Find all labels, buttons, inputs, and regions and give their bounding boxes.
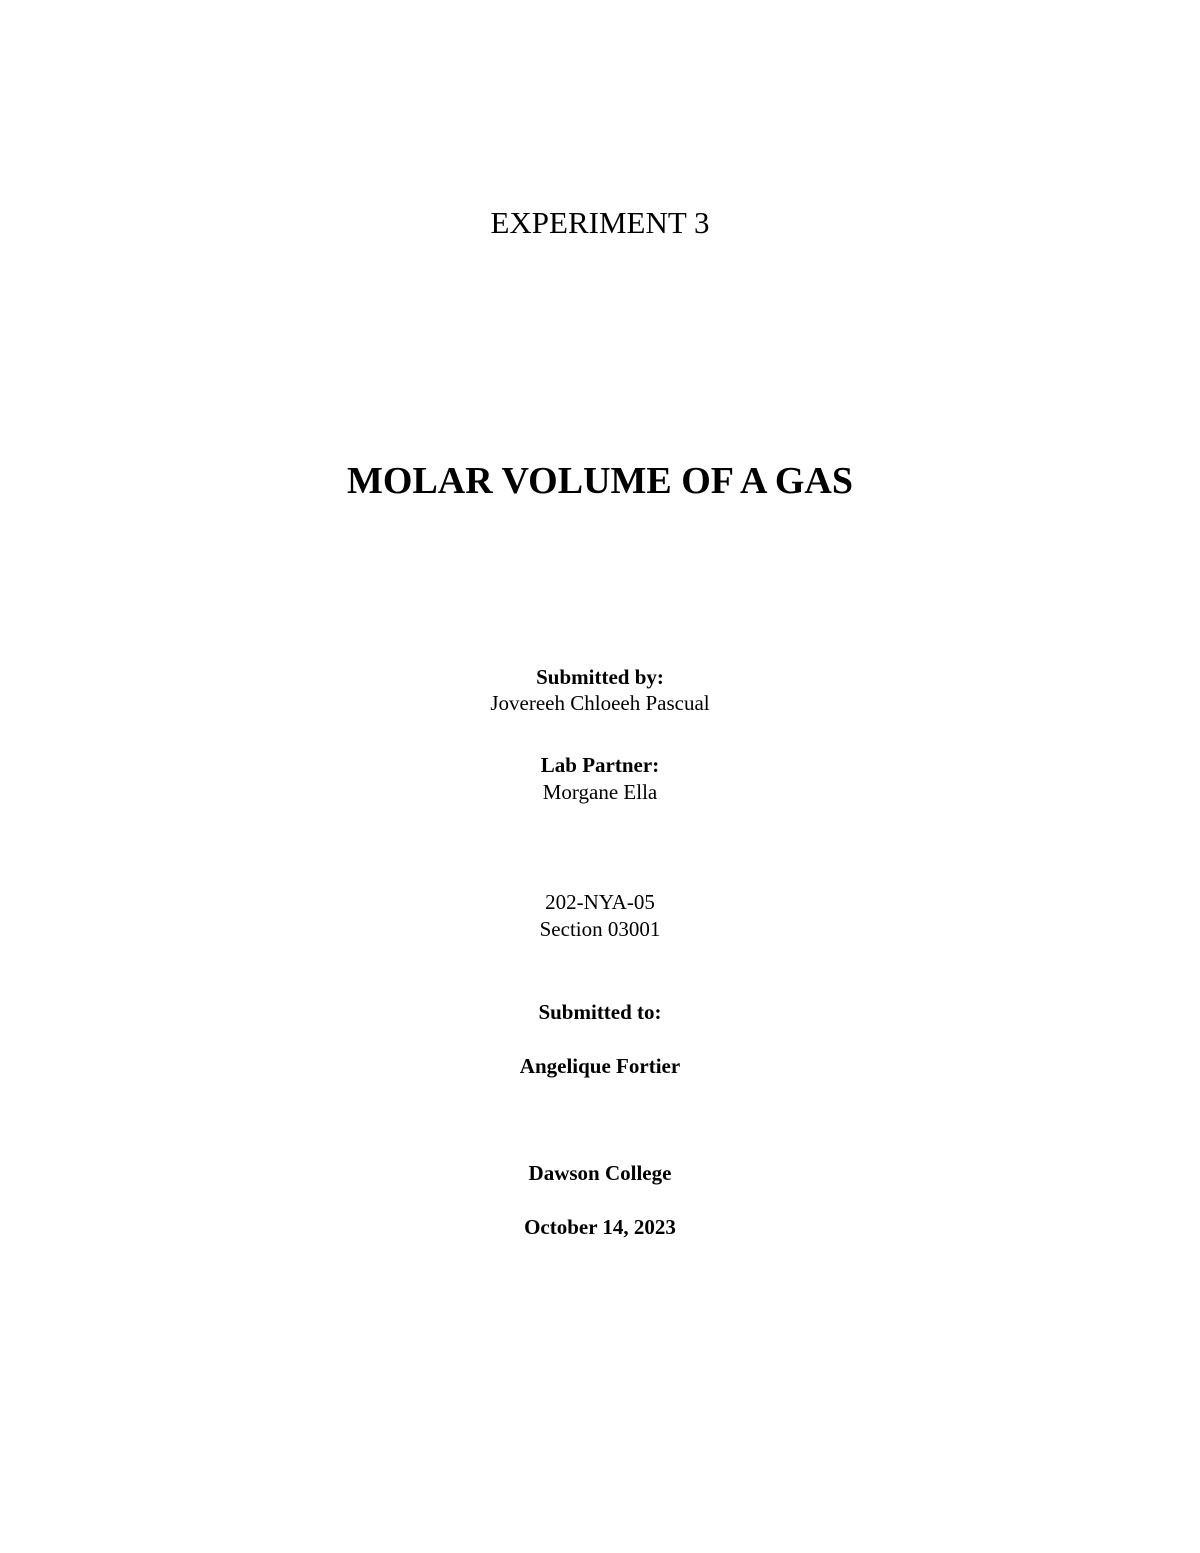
submitted-to-label: Submitted to: xyxy=(538,1000,662,1024)
submission-date: October 14, 2023 xyxy=(524,1215,676,1239)
lab-partner-name: Morgane Ella xyxy=(542,780,658,804)
experiment-number: EXPERIMENT 3 xyxy=(490,205,710,240)
section-number: Section 03001 xyxy=(539,917,661,941)
report-title: MOLAR VOLUME OF A GAS xyxy=(347,460,853,502)
submitted-by-label: Submitted by: xyxy=(536,665,664,689)
college-name: Dawson College xyxy=(528,1161,672,1185)
instructor-name: Angelique Fortier xyxy=(519,1054,681,1078)
lab-partner-label: Lab Partner: xyxy=(540,753,660,777)
course-code: 202-NYA-05 xyxy=(545,890,655,914)
student-name: Jovereeh Chloeeh Pascual xyxy=(490,691,710,715)
